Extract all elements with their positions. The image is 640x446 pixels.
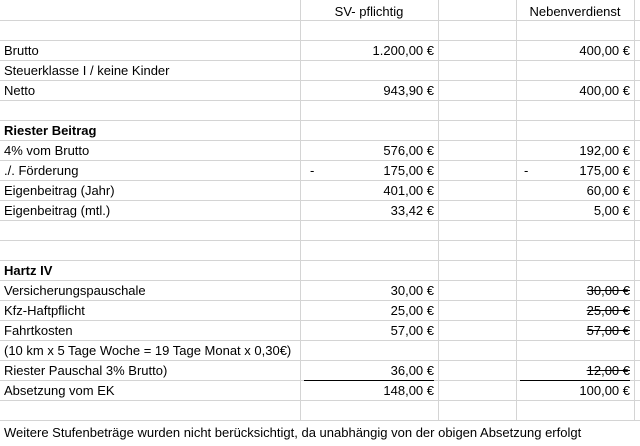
neben-value-struck[interactable]: 30,00 € [586,283,630,298]
table-row [0,261,640,281]
table-row [0,81,640,101]
neben-value[interactable]: 400,00 € [579,43,630,58]
sv-value[interactable]: 148,00 € [383,383,434,398]
table-row [0,181,640,201]
sv-value[interactable]: 576,00 € [383,143,434,158]
sv-value[interactable]: 25,00 € [390,303,434,318]
row-label[interactable]: Riester Pauschal 3% Brutto) [4,363,168,378]
table-row [0,41,640,61]
row-label[interactable]: Absetzung vom EK [4,383,115,398]
table-row [0,281,640,301]
section-heading[interactable]: Hartz IV [4,263,53,278]
sv-value[interactable]: 401,00 € [383,183,434,198]
neben-value[interactable]: 100,00 € [579,383,630,398]
neben-value-struck[interactable]: 25,00 € [586,303,630,318]
neben-value[interactable]: 60,00 € [586,183,630,198]
sv-sign: - [310,163,315,178]
row-label[interactable]: Kfz-Haftpflicht [4,303,85,318]
footer-note [0,420,640,446]
row-label[interactable]: 4% vom Brutto [4,143,90,158]
header-row [0,2,640,22]
row-label[interactable]: ./. Förderung [4,163,79,178]
row-label[interactable]: Steuerklasse I / keine Kinder [4,63,170,78]
table-row [0,201,640,221]
table-row [0,141,640,161]
footer-text: Weitere Stufenbeträge wurden nicht berücksichtigt, da unabhängig von der obigen Absetzung erfolgt [4,425,582,440]
table-row [0,381,640,401]
sv-value[interactable]: 943,90 € [383,83,434,98]
column-header-nebenverdienst[interactable]: Nebenverdienst [529,4,621,19]
sv-value[interactable]: 1.200,00 € [372,43,434,58]
row-label[interactable]: Brutto [4,43,39,58]
table-row [0,161,640,181]
table-row [0,361,640,381]
section-heading[interactable]: Riester Beitrag [4,123,97,138]
table-row [0,301,640,321]
row-label[interactable]: Fahrtkosten [4,323,73,338]
neben-value[interactable]: 192,00 € [579,143,630,158]
table-row [0,61,640,81]
sv-value[interactable]: 57,00 € [390,323,434,338]
neben-value[interactable]: 175,00 € [579,163,630,178]
neben-value-struck[interactable]: 57,00 € [586,323,630,338]
row-label[interactable]: Versicherungspauschale [4,283,146,298]
row-label[interactable]: Netto [4,83,36,98]
neben-value[interactable]: 400,00 € [579,83,630,98]
column-header-sv[interactable]: SV- pflichtig [334,4,404,19]
sv-value[interactable]: 30,00 € [390,283,434,298]
gridline [0,240,640,241]
row-label[interactable]: Eigenbeitrag (Jahr) [4,183,115,198]
sv-value[interactable]: 33,42 € [390,203,434,218]
table-row [0,321,640,341]
sv-value[interactable]: 36,00 € [390,363,434,378]
table-row [0,121,640,141]
sv-value[interactable]: 175,00 € [383,163,434,178]
neben-value[interactable]: 5,00 € [593,203,630,218]
neben-sign: - [524,163,529,178]
row-label[interactable]: Eigenbeitrag (mtl.) [4,203,111,218]
neben-value-struck[interactable]: 12,00 € [586,363,630,378]
note-text[interactable]: (10 km x 5 Tage Woche = 19 Tage Monat x 0,30€) [4,343,292,358]
table-row [0,341,640,361]
